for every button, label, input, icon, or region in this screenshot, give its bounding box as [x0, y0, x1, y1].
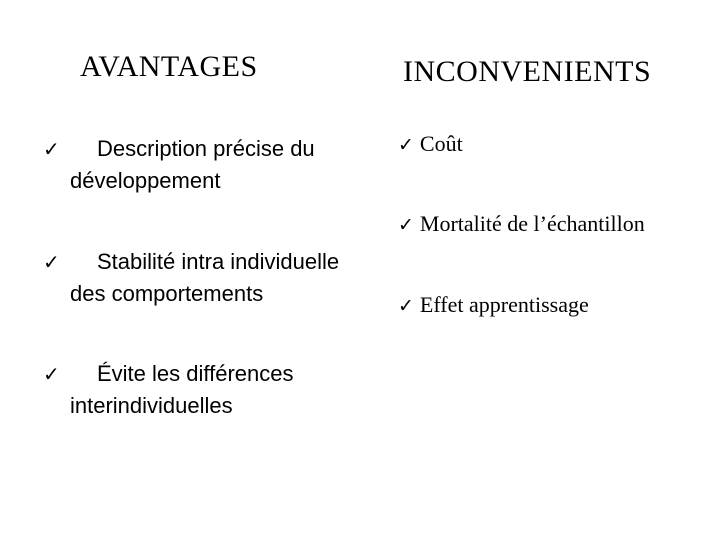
checkmark-icon: ✓: [43, 250, 60, 274]
checkmark-icon: ✓: [398, 295, 414, 317]
checkmark-icon: ✓: [398, 214, 414, 236]
advantage-item-line1: Stabilité intra individuelle: [97, 249, 340, 274]
checkmark-icon: ✓: [43, 362, 60, 386]
disadvantage-item: [398, 133, 463, 155]
advantage-item-line2: des comportements: [70, 281, 264, 306]
advantage-item-line1: Évite les différences: [97, 361, 294, 386]
disadvantage-item-label: Coût: [419, 131, 463, 156]
advantage-item: [70, 358, 293, 422]
advantage-item-line2: interindividuelles: [70, 393, 233, 418]
disadvantages-heading: INCONVENIENTS: [403, 55, 652, 88]
checkmark-icon: ✓: [398, 134, 414, 156]
checkmark-icon: ✓: [43, 137, 60, 161]
disadvantage-item-label: Effet apprentissage: [419, 292, 589, 317]
disadvantage-item: [398, 213, 645, 235]
advantage-item: [70, 133, 315, 197]
disadvantage-item: [398, 294, 589, 316]
advantage-item-line1: Description précise du: [97, 136, 315, 161]
disadvantage-item-label: Mortalité de l’échantillon: [419, 211, 645, 236]
advantage-item: [70, 246, 339, 310]
advantage-item-line2: développement: [70, 168, 221, 193]
advantages-heading: AVANTAGES: [80, 50, 258, 83]
